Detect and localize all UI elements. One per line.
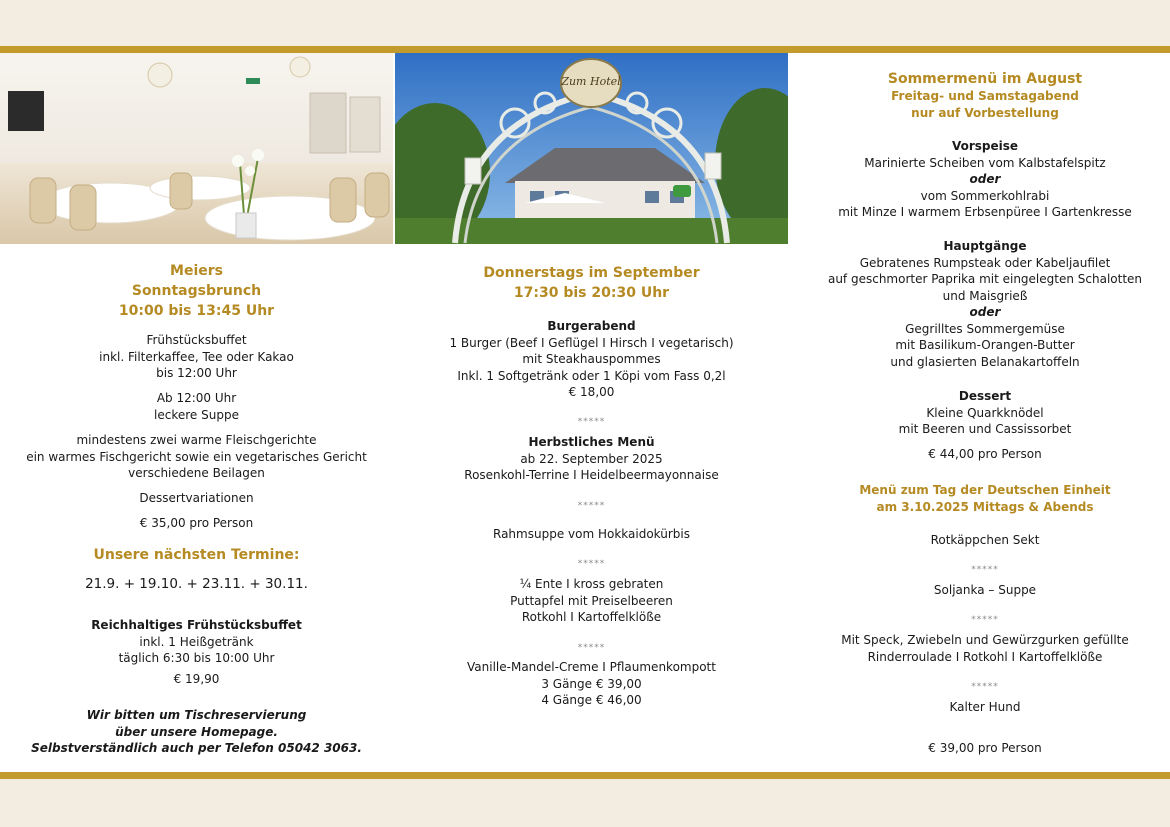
dessert-line-2: mit Beeren und Cassissorbet <box>898 422 1072 436</box>
august-title-3: nur auf Vorbestellung <box>911 105 1059 120</box>
or-label: oder <box>969 305 1001 319</box>
september-heading <box>395 263 788 303</box>
course-main-line-2: Puttapfel mit Preiselbeeren <box>510 593 673 608</box>
reservation-note <box>0 707 393 757</box>
unity-title-2: am 3.10.2025 Mittags & Abends <box>876 499 1094 514</box>
reserve-line-2: über unsere Homepage. <box>115 724 278 739</box>
brunch-title-line2: Sonntagsbrunch <box>131 283 262 299</box>
breakfast-line-2: täglich 6:30 bis 10:00 Uhr <box>118 651 275 665</box>
unity-heading <box>800 482 1170 515</box>
buffet-line-1: Frühstücksbuffet <box>146 333 247 347</box>
burger-title: Burgerabend <box>547 319 636 333</box>
course-main-line-1: ¼ Ente I kross gebraten <box>519 577 664 591</box>
separator: ***** <box>971 615 999 625</box>
meat-line-2: ein warmes Fischgericht sowie ein vegetarisches Gericht <box>26 449 367 464</box>
burger-line-2: mit Steakhauspommes <box>522 352 661 366</box>
course-soup: Rahmsuppe vom Hokkaidokürbis <box>493 527 690 541</box>
course-main-line-3: Rotkohl I Kartoffelklöße <box>521 610 662 624</box>
autumn-line-1: ab 22. September 2025 <box>520 451 663 466</box>
meat-line-1: mindestens zwei warme Fleischgerichte <box>76 433 317 447</box>
soup-line-1: Ab 12:00 Uhr <box>156 391 237 405</box>
separator: ***** <box>971 565 999 575</box>
separator: ***** <box>577 559 606 569</box>
breakfast-line-1: inkl. 1 Heißgetränk <box>139 634 254 649</box>
price-3-courses: 3 Gänge € 39,00 <box>541 676 642 691</box>
separator: ***** <box>577 417 606 427</box>
autumn-title: Herbstliches Menü <box>528 435 655 449</box>
menu-sheet <box>0 53 1170 772</box>
buffet-line-2: inkl. Filterkaffee, Tee oder Kakao <box>99 349 294 364</box>
main-line-5: mit Basilikum-Orangen-Butter <box>895 338 1075 352</box>
breakfast-title: Reichhaltiges Frühstücksbuffet <box>91 618 302 632</box>
separator: ***** <box>971 682 999 692</box>
main-line-2: auf geschmorter Paprika mit eingelegten Schalotten <box>827 272 1143 286</box>
main-line-4: Gegrilltes Sommergemüse <box>905 321 1065 336</box>
brunch-soup <box>0 390 393 423</box>
course-dessert-line: Vanille-Mandel-Creme I Pflaumenkompott <box>467 660 716 674</box>
starter-line-1: Marinierte Scheiben vom Kalbstafelspitz <box>864 155 1106 170</box>
main-title: Hauptgänge <box>943 239 1027 253</box>
brunch-column <box>0 53 393 772</box>
breakfast-price: € 19,90 <box>173 671 220 686</box>
september-title-2: 17:30 bis 20:30 Uhr <box>513 285 670 301</box>
unity-item-4: Kalter Hund <box>949 700 1021 714</box>
or-label: oder <box>969 172 1001 186</box>
august-title-2: Freitag- und Samstagabend <box>891 89 1079 103</box>
autumn-line-2: Rosenkohl-Terrine I Heidelbeermayonnaise <box>464 468 719 482</box>
burger-block <box>395 318 788 401</box>
unity-title-1: Menü zum Tag der Deutschen Einheit <box>859 483 1111 497</box>
burger-line-3: Inkl. 1 Softgetränk oder 1 Köpi vom Fass 0,2l <box>457 368 726 383</box>
main-block <box>800 238 1170 370</box>
dates-list: 21.9. + 19.10. + 23.11. + 30.11. <box>85 576 308 592</box>
course-main <box>395 576 788 626</box>
september-title-1: Donnerstags im September <box>483 265 700 281</box>
august-column <box>800 53 1170 772</box>
buffet-line-3: bis 12:00 Uhr <box>156 366 237 380</box>
unity-price: € 39,00 pro Person <box>928 741 1042 755</box>
starter-title: Vorspeise <box>951 139 1019 153</box>
brunch-title-time: 10:00 bis 13:45 Uhr <box>118 303 275 319</box>
reserve-line-3: Selbstverständlich auch per Telefon 05042 3063. <box>31 741 362 755</box>
august-price: € 44,00 pro Person <box>928 447 1042 461</box>
unity-item-3-line-1: Mit Speck, Zwiebeln und Gewürzgurken gefüllte <box>841 633 1129 647</box>
unity-item-3-line-2: Rinderroulade I Rotkohl I Kartoffelklöße <box>867 649 1103 664</box>
autumn-block <box>395 434 788 484</box>
main-line-1: Gebratenes Rumpsteak oder Kabeljaufilet <box>859 255 1111 270</box>
hotel-sign-text: Zum Hotel <box>561 75 621 88</box>
burger-price: € 18,00 <box>568 385 615 399</box>
brunch-heading <box>0 261 393 321</box>
reserve-line-1: Wir bitten um Tischreservierung <box>86 708 307 722</box>
course-dessert <box>395 659 788 709</box>
breakfast-block <box>0 617 393 687</box>
main-line-6: und glasierten Belanakartoffeln <box>890 354 1080 369</box>
separator: ***** <box>577 501 606 511</box>
meat-line-3: verschiedene Beilagen <box>128 466 265 480</box>
unity-item-3 <box>800 632 1170 665</box>
august-title-1: Sommermenü im August <box>887 71 1083 87</box>
price-4-courses: 4 Gänge € 46,00 <box>541 693 642 707</box>
august-heading <box>800 70 1170 121</box>
unity-item-1: Rotkäppchen Sekt <box>930 533 1040 547</box>
starter-block <box>800 138 1170 221</box>
dessert-block <box>800 388 1170 438</box>
september-column <box>395 53 788 772</box>
dessert-title: Dessert <box>958 389 1012 403</box>
soup-line-2: leckere Suppe <box>154 407 239 422</box>
brunch-dessert: Dessertvariationen <box>139 491 254 505</box>
brunch-buffet <box>0 332 393 382</box>
separator: ***** <box>577 643 606 653</box>
dates-title: Unsere nächsten Termine: <box>93 547 300 563</box>
bottom-gold-rule <box>0 772 1170 779</box>
top-margin <box>0 0 1170 46</box>
burger-line-1: 1 Burger (Beef I Geflügel I Hirsch I vegetarisch) <box>449 335 734 350</box>
brunch-price: € 35,00 pro Person <box>139 516 254 530</box>
dessert-line-1: Kleine Quarkknödel <box>926 405 1044 420</box>
brunch-hot-dishes <box>0 432 393 482</box>
starter-line-3: mit Minze I warmem Erbsenpüree I Gartenkresse <box>838 205 1132 219</box>
unity-item-2: Soljanka – Suppe <box>933 583 1037 597</box>
starter-line-2: vom Sommerkohlrabi <box>920 188 1050 203</box>
main-line-3: und Maisgrieß <box>942 288 1028 303</box>
top-gold-rule <box>0 46 1170 53</box>
brunch-title-line1: Meiers <box>170 263 223 279</box>
